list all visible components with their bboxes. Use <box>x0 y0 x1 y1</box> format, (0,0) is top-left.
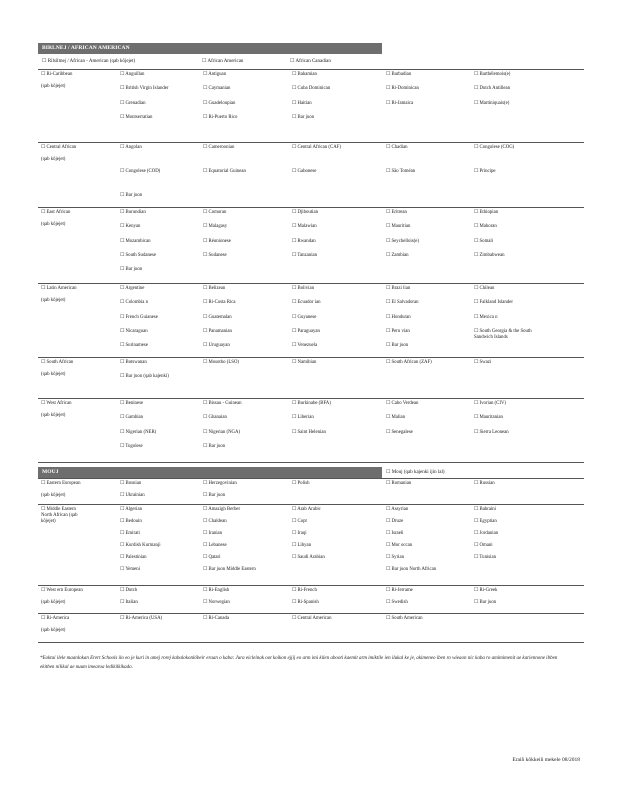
african-american-row-2-label[interactable]: ☐ East African <box>41 210 71 215</box>
african-american-option-ri-jamaica[interactable]: ☐ Ri-Jamaica <box>386 101 414 106</box>
form-revision-footer: Eraiñ kôkkeiñ mekele 08/2018 <box>512 757 580 763</box>
african-american-option-bahamian[interactable]: ☐ Bahamian <box>292 72 317 77</box>
row-divider <box>38 142 584 143</box>
african-american-option-chadian[interactable]: ☐ Chadian <box>386 145 408 150</box>
mouj-option-jordanian[interactable]: ☐ Jordanian <box>474 531 499 536</box>
african-american-option-s-o-tom-an[interactable]: ☐ São Toméan <box>386 169 416 174</box>
african-american-row-0-label[interactable]: ☐ Ri-Caribbean <box>41 72 73 77</box>
row-divider <box>38 207 584 208</box>
mouj-option-mor-occan[interactable]: ☐ Mor occan <box>386 543 413 548</box>
african-american-option-congolese-cod[interactable]: ☐ Congolese (COD) <box>120 169 161 174</box>
african-american-option-senegalese[interactable]: ☐ Senegalese <box>386 430 413 435</box>
mouj-row-1-label[interactable]: ☐ Middle Eastern <box>41 507 76 512</box>
african-american-option-chilean[interactable]: ☐ Chilean <box>474 286 495 291</box>
african-american-option-malagasy[interactable]: ☐ Malagasy <box>203 224 228 229</box>
african-american-option-equatorial-guinean[interactable]: ☐ Equatorial Guinean <box>203 169 246 174</box>
mouj-option-qatari[interactable]: ☐ Qatari <box>203 555 221 560</box>
african-american-row-5-label[interactable]: ☐ West African <box>41 401 72 406</box>
african-american-option-liberian[interactable]: ☐ Liberian <box>292 415 314 420</box>
african-american-row-4-label: (qab kôjejet) <box>41 372 66 377</box>
african-american-option-principe[interactable]: ☐ Principe <box>474 169 496 174</box>
mouj-option-kurdish-kurmanji[interactable]: ☐ Kurdish Kurmanji <box>120 543 161 548</box>
african-american-option-guadeloupian[interactable]: ☐ Guadeloupian <box>203 101 236 106</box>
african-american-row-3-label[interactable]: ☐ Latin American <box>41 286 77 291</box>
african-american-option-ri-puerto-rico[interactable]: ☐ Ri-Puerto Rico <box>203 115 238 120</box>
african-american-option-barth-lemois-e[interactable]: ☐ Barthélemois(e) <box>474 72 511 77</box>
african-american-option-south-georgia-the-south-sandwich-islands[interactable]: ☐ South Georgia & the South Sandwich Islands <box>474 329 532 340</box>
african-american-option-british-virgin-islander[interactable]: ☐ British Virgin Islander <box>120 86 169 91</box>
african-american-option-el-salvadoran[interactable]: ☐ El Salvadoran <box>386 300 419 305</box>
african-american-option-colombia-n[interactable]: ☐ Colombia n <box>120 300 149 305</box>
mouj-row-0-label[interactable]: ☐ Eastern European <box>41 481 81 486</box>
african-american-option-zambian[interactable]: ☐ Zambian <box>386 253 409 258</box>
african-american-option-ghanaian[interactable]: ☐ Ghanaian <box>203 415 227 420</box>
row-divider <box>38 283 584 284</box>
african-american-option-comoran[interactable]: ☐ Comoran <box>203 210 227 215</box>
african-american-option-seychellois-e[interactable]: ☐ Seychellois(e) <box>386 239 419 244</box>
african-american-option-caymanian[interactable]: ☐ Caymanian <box>203 86 231 91</box>
african-american-row-0-label: (qab kôjejet) <box>41 84 66 89</box>
mouj-row-2-label: (qab kôjejet) <box>41 600 66 605</box>
african-american-option-malawian[interactable]: ☐ Malawian <box>292 224 317 229</box>
african-american-option-grenadian[interactable]: ☐ Grenadian <box>120 101 146 106</box>
mouj-option-libyan[interactable]: ☐ Libyan <box>292 543 312 548</box>
mouj-option-italian[interactable]: ☐ Italian <box>120 600 138 605</box>
mouj-option-bahraini[interactable]: ☐ Bahraini <box>474 507 497 512</box>
mouj-row-3-label[interactable]: ☐ Ri-America <box>41 616 70 621</box>
mouj-row-1-label: North African (qab <box>41 513 78 518</box>
mouj-option-swedish[interactable]: ☐ Swedish <box>386 600 408 605</box>
mouj-option-saudi-arabian[interactable]: ☐ Saudi Arabian <box>292 555 325 560</box>
african-american-option-argentine[interactable]: ☐ Argentine <box>120 286 145 291</box>
mouj-option-norwegian[interactable]: ☐ Norwegian <box>203 600 230 605</box>
african-american-option-uruguayan[interactable]: ☐ Uruguayan <box>203 343 230 348</box>
mouj-option-romanian[interactable]: ☐ Romanian <box>386 481 412 486</box>
african-american-row-4-label[interactable]: ☐ South African <box>41 360 74 365</box>
african-american-option-mosotho-lso[interactable]: ☐ Mosotho (LSO) <box>203 360 240 365</box>
african-american-option-bar-juon[interactable]: ☐ Bar juon <box>203 444 226 449</box>
african-american-option-gambian[interactable]: ☐ Gambian <box>120 415 144 420</box>
african-american-option-belizean[interactable]: ☐ Belizean <box>203 286 226 291</box>
african-american-option-falkland-islander[interactable]: ☐ Falkland Islander <box>474 300 513 305</box>
african-american-option-guyanese[interactable]: ☐ Guyanese <box>292 315 317 320</box>
african-american-option-barbadian[interactable]: ☐ Barbadian <box>386 72 412 77</box>
mouj-option-tunisian[interactable]: ☐ Tunisian <box>474 555 497 560</box>
row-divider <box>38 462 584 463</box>
mouj-option-israeli[interactable]: ☐ Israeli <box>386 531 404 536</box>
mouj-option-syrian[interactable]: ☐ Syrian <box>386 555 405 560</box>
african-american-option-nigerian-ner[interactable]: ☐ Nigerian (NER) <box>120 430 157 435</box>
african-american-option-angolan[interactable]: ☐ Angolan <box>120 145 142 150</box>
mouj-option-central-american[interactable]: ☐ Central American <box>292 616 332 621</box>
mouj-option-bedouin[interactable]: ☐ Bedouin <box>120 519 142 524</box>
mouj-option-bar-juon[interactable]: ☐ Bar juon <box>203 493 226 498</box>
african-american-option-mahoran[interactable]: ☐ Mahoran <box>474 224 497 229</box>
row-divider <box>38 357 584 358</box>
african-american-option-south-african-zaf[interactable]: ☐ South African (ZAF) <box>386 360 432 365</box>
mouj-row-2-label[interactable]: ☐ West ern European <box>41 588 83 593</box>
african-american-option-panamanian[interactable]: ☐ Panamanian <box>203 329 232 334</box>
african-american-option-eritrean[interactable]: ☐ Eritrean <box>386 210 407 215</box>
african-american-option-mexica-n[interactable]: ☐ Mexica n <box>474 315 498 320</box>
african-american-option-namibian[interactable]: ☐ Namibian <box>292 360 317 365</box>
mouj-option-algerian[interactable]: ☐ Algerian <box>120 507 143 512</box>
african-american-option-bolivian[interactable]: ☐ Bolivian <box>292 286 315 291</box>
african-american-row-1-label: (qab kôjejet) <box>41 157 66 162</box>
mouj-option-lebanese[interactable]: ☐ Lebanese <box>203 543 227 548</box>
african-american-option-tanzanian[interactable]: ☐ Tanzanian <box>292 253 318 258</box>
mouj-option-egyptian[interactable]: ☐ Egyptian <box>474 519 497 524</box>
african-american-option-paraguayan[interactable]: ☐ Paraguayan <box>292 329 320 334</box>
african-american-option-peru-vian[interactable]: ☐ Peru vian <box>386 329 410 334</box>
row-divider <box>38 642 584 643</box>
mouj-option-south-american[interactable]: ☐ South American <box>386 616 423 621</box>
row-divider <box>38 585 584 586</box>
mouj-option-arab-arabic[interactable]: ☐ Arab Arabic <box>292 507 321 512</box>
mouj-option-chaldean[interactable]: ☐ Chaldean <box>203 519 227 524</box>
row-divider <box>38 504 584 505</box>
african-american-row-5-label: (qab kôjejet) <box>41 413 66 418</box>
african-american-option-martiniquais-e[interactable]: ☐ Martiniquais(e) <box>474 101 510 106</box>
african-american-option-kenyan[interactable]: ☐ Kenyan <box>120 224 141 229</box>
mouj-row-1-label: kôjejet) <box>41 519 56 524</box>
african-american-option-rwandan[interactable]: ☐ Rwandan <box>292 239 316 244</box>
section-header-mouj: MOUJ <box>38 467 382 478</box>
african-american-option-bar-juon[interactable]: ☐ Bar juon <box>386 343 409 348</box>
african-american-option-ri-dominican[interactable]: ☐ Ri-Dominican <box>386 86 419 91</box>
mouj-option-ri-greek[interactable]: ☐ Ri-Greek <box>474 588 498 593</box>
african-american-option-cameroonian[interactable]: ☐ Cameroonian <box>203 145 235 150</box>
african-american-option-surinamese[interactable]: ☐ Surinamese <box>120 343 148 348</box>
african-american-option-anguillan[interactable]: ☐ Anguillan <box>120 72 145 77</box>
mouj-option-iraqi[interactable]: ☐ Iraqi <box>292 531 307 536</box>
african-american-option-gabonese[interactable]: ☐ Gabonese <box>292 169 317 174</box>
section-header-african-american: BIRLNEJ / AFRICAN AMERICAN <box>38 43 382 54</box>
mouj-row-0-label: (qab kôjejet) <box>41 493 66 498</box>
african-american-option-nigerian-nga[interactable]: ☐ Nigerian (NGA) <box>203 430 241 435</box>
african-american-option-bar-juon[interactable]: ☐ Bar juon <box>292 115 315 120</box>
african-american-option-ivorian-civ[interactable]: ☐ Ivorian (CIV) <box>474 401 507 406</box>
african-american-option-r-unionese[interactable]: ☐ Réunionese <box>203 239 231 244</box>
african-american-option-bissau-guinean[interactable]: ☐ Bissau - Guinean <box>203 401 242 406</box>
mouj-option-ri-canada[interactable]: ☐ Ri-Canada <box>203 616 230 621</box>
mouj-option-bar-juon-north-african[interactable]: ☐ Bar juon North African <box>386 567 437 572</box>
african-american-row-3-label: (qab kôjejet) <box>41 298 66 303</box>
mouj-option-amazigh-berber[interactable]: ☐ Amazigh Berber <box>203 507 241 512</box>
african-american-option-dutch-antillean[interactable]: ☐ Dutch Antillean <box>474 86 511 91</box>
mouj-option-copt[interactable]: ☐ Copt <box>292 519 307 524</box>
african-american-option-ecuador-ian[interactable]: ☐ Ecuador ian <box>292 300 321 305</box>
row-divider <box>38 398 584 399</box>
african-american-option-togolese[interactable]: ☐ Togolese <box>120 444 143 449</box>
mouj-option-bar-juon[interactable]: ☐ Bar juon <box>474 600 497 605</box>
african-american-row-2-label: (qab kôjejet) <box>41 222 66 227</box>
african-american-option-central-african-caf[interactable]: ☐ Central African (CAF) <box>292 145 341 150</box>
mouj-option-omani[interactable]: ☐ Omani <box>474 543 493 548</box>
african-american-option-somali[interactable]: ☐ Somali <box>474 239 494 244</box>
subheader-mouj[interactable]: ☐ Mouj (qab kajenki ijin lal) <box>386 470 445 475</box>
african-american-option-honduran[interactable]: ☐ Honduran <box>386 315 411 320</box>
mouj-row-3-label: (qab kôjejet) <box>41 628 66 633</box>
african-american-option-malian[interactable]: ☐ Malian <box>386 415 406 420</box>
african-american-option-french-guianese[interactable]: ☐ French Guianese <box>120 315 158 320</box>
african-american-option-brazi-lian[interactable]: ☐ Brazi lian <box>386 286 411 291</box>
african-american-option-mozambican[interactable]: ☐ Mozambican <box>120 239 151 244</box>
african-american-option-ethiopian[interactable]: ☐ Ethiopian <box>474 210 499 215</box>
african-american-option-botswanan[interactable]: ☐ Botswanan <box>120 360 147 365</box>
african-american-option-venezuela[interactable]: ☐ Venezuela <box>292 343 318 348</box>
african-american-option-sudanese[interactable]: ☐ Sudanese <box>203 253 227 258</box>
mouj-option-druze[interactable]: ☐ Druze <box>386 519 404 524</box>
mouj-option-ri-america-usa[interactable]: ☐ Ri-America (USA) <box>120 616 163 621</box>
african-american-option-haitian[interactable]: ☐ Haitian <box>292 101 312 106</box>
mouj-option-ri-english[interactable]: ☐ Ri-English <box>203 588 230 593</box>
african-american-option-bar-juon[interactable]: ☐ Bar juon <box>120 193 143 198</box>
mouj-option-dutch[interactable]: ☐ Dutch <box>120 588 138 593</box>
row-divider <box>38 69 584 70</box>
mouj-option-bar-juon-middle-eastern[interactable]: ☐ Bar juon Middle Eastern <box>203 567 256 572</box>
african-american-option-saint-helenian[interactable]: ☐ Saint Helenian <box>292 430 326 435</box>
subheader-african-american-general[interactable]: ☐ Rilsilmej / African - American (qab kôjejet) <box>42 59 136 64</box>
african-american-option-zimbabwean[interactable]: ☐ Zimbabwean <box>474 253 505 258</box>
african-american-option-mauritanian[interactable]: ☐ Mauritanian <box>474 415 503 420</box>
mouj-option-herzegovinian[interactable]: ☐ Herzegovinian <box>203 481 237 486</box>
mouj-option-ukrainian[interactable]: ☐ Ukrainian <box>120 493 145 498</box>
african-american-option-antiguan[interactable]: ☐ Antiguan <box>203 72 227 77</box>
mouj-option-polish[interactable]: ☐ Polish <box>292 481 310 486</box>
african-american-option-congolese-cog[interactable]: ☐ Congolese (COG) <box>474 145 515 150</box>
african-american-option-mauritian[interactable]: ☐ Mauritian <box>386 224 411 229</box>
row-divider <box>38 478 584 479</box>
mouj-option-emirati[interactable]: ☐ Emirati <box>120 531 140 536</box>
african-american-option-beninese[interactable]: ☐ Beninese <box>120 401 144 406</box>
african-american-option-sierra-leonean[interactable]: ☐ Sierra Leonean <box>474 430 509 435</box>
mouj-option-ri-jerrame[interactable]: ☐ Ri-Jerrame <box>386 588 413 593</box>
african-american-option-burundian[interactable]: ☐ Burundian <box>120 210 146 215</box>
african-american-option-montserratian[interactable]: ☐ Montserratian <box>120 115 153 120</box>
mouj-option-ri-french[interactable]: ☐ Ri-French <box>292 588 317 593</box>
mouj-option-assyrian[interactable]: ☐ Assyrian <box>386 507 409 512</box>
african-american-option-djiboutian[interactable]: ☐ Djiboutian <box>292 210 319 215</box>
mouj-option-russian[interactable]: ☐ Russian <box>474 481 495 486</box>
row-divider <box>38 613 584 614</box>
african-american-option-burkinabe-bfa[interactable]: ☐ Burkinabe (BFA) <box>292 401 331 406</box>
african-american-option-cabo-verdean[interactable]: ☐ Cabo Verdean <box>386 401 419 406</box>
african-american-option-nicaraguan[interactable]: ☐ Nicaraguan <box>120 329 148 334</box>
subheader-african-american[interactable]: ☐ African American <box>202 59 244 64</box>
african-american-option-bar-juon-qab-kajenki[interactable]: ☐ Bar juon (qab kajenki) <box>120 374 169 379</box>
mouj-option-yemeni[interactable]: ☐ Yemeni <box>120 567 141 572</box>
african-american-row-1-label[interactable]: ☐ Central African <box>41 145 77 150</box>
mouj-option-iranian[interactable]: ☐ Iranian <box>203 531 223 536</box>
african-american-option-guatemalan[interactable]: ☐ Guatemalan <box>203 315 232 320</box>
african-american-option-ri-costa-rica[interactable]: ☐ Ri-Costa Rica <box>203 300 236 305</box>
mouj-option-bosnian[interactable]: ☐ Bosnian <box>120 481 142 486</box>
subheader-african-canadian[interactable]: ☐ African Canadian <box>290 59 331 64</box>
african-american-option-bar-juon[interactable]: ☐ Bar juon <box>120 267 143 272</box>
african-american-option-cuba-dominican[interactable]: ☐ Cuba Dominican <box>292 86 331 91</box>
footnote-text: *Eoktai ilele maanlokan Erert Schools ilo eo je kuri in amej rorej kabalokonlóbeir eraan o kaba: Jura eicleinak oot koikon ejjij eo arm imi kilen abooti kaemit arm imiktile ien ilukal ke je, akimeneo iben ro wieaon nic kaba ro amimimenit ae kariennone ibben ekitben nilikal ae nuum imearoa ledikilkikado. <box>40 656 558 670</box>
african-american-option-south-sudanese[interactable]: ☐ South Sudanese <box>120 253 157 258</box>
mouj-option-ri-spanish[interactable]: ☐ Ri-Spanish <box>292 600 319 605</box>
mouj-option-palestinian[interactable]: ☐ Palestinian <box>120 555 147 560</box>
african-american-option-swazi[interactable]: ☐ Swazi <box>474 360 492 365</box>
